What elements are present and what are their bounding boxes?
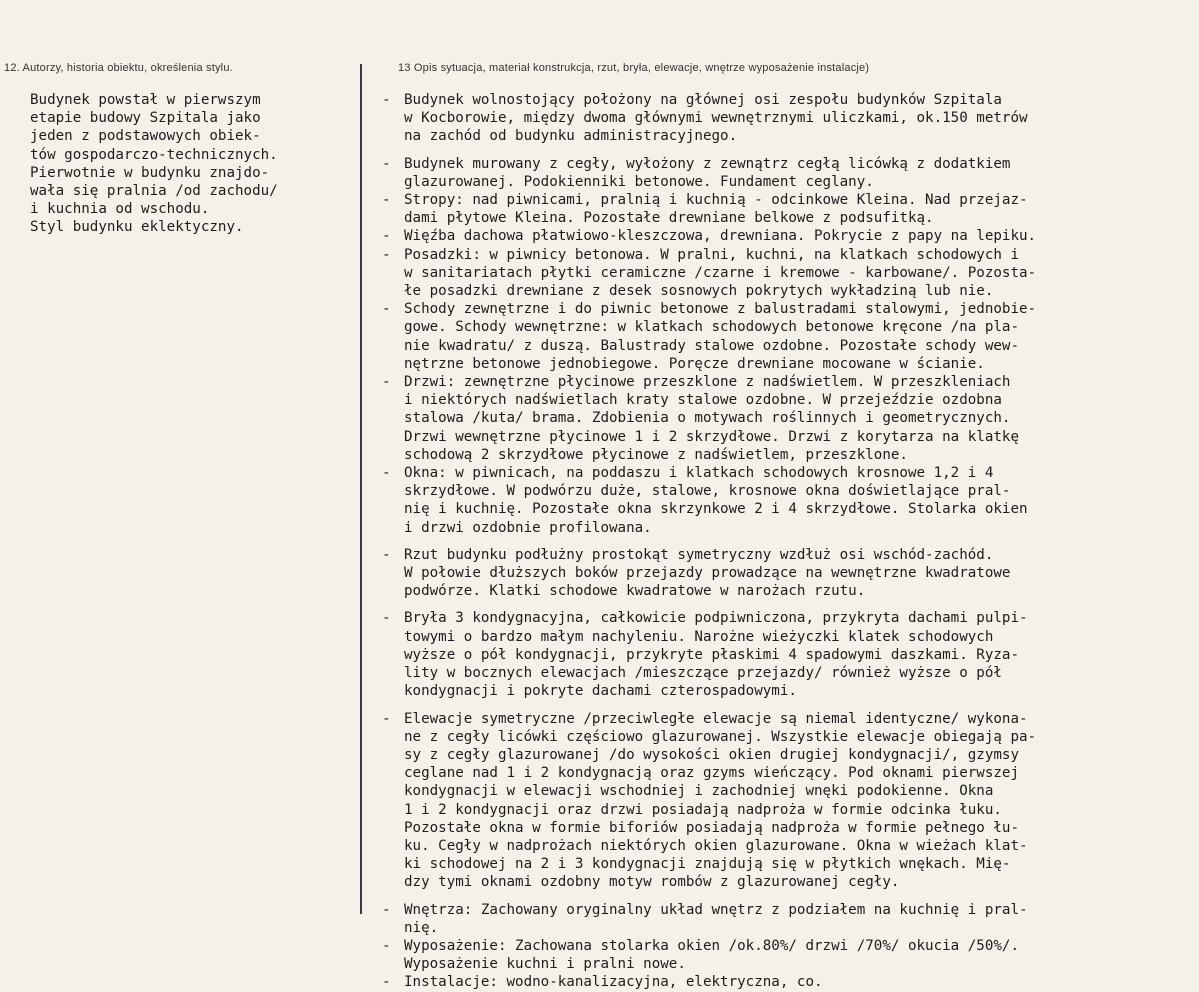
history-line: Styl budynku eklektyczny. bbox=[30, 219, 244, 236]
paragraph-line: nię. bbox=[404, 919, 439, 936]
paragraph-line: w Kocborowie, między dwoma głównymi wewnętrznymi uliczkami, ok.150 metrów bbox=[404, 110, 1028, 127]
paragraph-line: w sanitariatach płytki ceramiczne /czarne i kremowe - karbowane/. Pozosta- bbox=[404, 264, 1037, 281]
paragraph-line: Instalacje: wodno-kanalizacyjna, elektryczna, co. bbox=[404, 974, 823, 991]
paragraph-line: Drzwi: zewnętrzne płycinowe przeszklone z nadświetlem. W przeszkleniach bbox=[404, 374, 1011, 391]
bullet-dash: - bbox=[382, 92, 391, 108]
paragraph-line: wyższe o pół kondygnacji, przykryte płaskimi 4 spadowymi daszkami. Ryza- bbox=[404, 646, 1019, 663]
history-line: etapie budowy Szpitala jako bbox=[30, 110, 261, 127]
paragraph-line: Rzut budynku podłużny prostokąt symetryczny wzdłuż osi wschód-zachód. bbox=[404, 546, 994, 563]
description-paragraph bbox=[382, 937, 1172, 973]
paragraph-line: lity w bocznych elewacjach /mieszczące przejazdy/ również wyższe o pół bbox=[404, 665, 1002, 682]
paragraph-line: Okna: w piwnicach, na poddaszu i klatkach schodowych krosnowe 1,2 i 4 bbox=[404, 465, 994, 482]
bullet-dash: - bbox=[382, 228, 391, 245]
description-paragraph bbox=[382, 609, 1172, 700]
description-paragraph bbox=[382, 191, 1172, 227]
paragraph-line: nie kwadratu/ z duszą. Balustrady stalowe ozdobne. Pozostałe schody wew- bbox=[404, 337, 1019, 354]
history-line: tów gospodarczo-technicznych. bbox=[30, 146, 278, 163]
paragraph-line: skrzydłowe. W podwórzu duże, stalowe, krosnowe okna doświetlające pral- bbox=[404, 483, 1011, 500]
paragraph-line: schodową 2 skrzydłowe płycinowe z nadświetlem, przeszklone. bbox=[404, 446, 908, 463]
paragraph-line: Pozostałe okna w formie biforiów posiadają nadproża w formie pełnego łu- bbox=[404, 819, 1019, 836]
paragraph-line: Schody zewnętrzne i do piwnic betonowe z balustradami stalowymi, jednobie- bbox=[404, 301, 1037, 318]
description-paragraph bbox=[382, 546, 1172, 601]
bullet-dash: - bbox=[382, 301, 391, 318]
paragraph-line: Bryła 3 kondygnacyjna, całkowicie podpiwniczona, przykryta dachami pulpi- bbox=[404, 610, 1028, 627]
paragraph-line: sy z cegły glazurowanej /do wysokości okien drugiej kondygnacji/, gzymsy bbox=[404, 746, 1019, 763]
history-text bbox=[30, 91, 330, 237]
bullet-dash: - bbox=[382, 710, 391, 727]
history-line: i kuchnia od wschodu. bbox=[30, 201, 210, 218]
paragraph-line: gowe. Schody wewnętrzne: w klatkach schodowych betonowe kręcone /na pla- bbox=[404, 319, 1019, 336]
paragraph-line: Więźba dachowa płatwiowo-kleszczowa, drewniana. Pokrycie z papy na lepiku. bbox=[404, 228, 1037, 245]
description-paragraph bbox=[382, 373, 1172, 464]
description-paragraph bbox=[382, 710, 1172, 892]
paragraph-line: dami płytowe Kleina. Pozostałe drewniane belkowe z podsufitką. bbox=[404, 210, 934, 227]
paragraph-line: glazurowanej. Podokienniki betonowe. Fundament ceglany. bbox=[404, 173, 874, 190]
paragraph-line: Budynek murowany z cegły, wyłożony z zewnątrz cegłą licówką z dodatkiem bbox=[404, 155, 1011, 172]
bullet-dash: - bbox=[382, 246, 391, 263]
paragraph-line: Posadzki: w piwnicy betonowa. W pralni, kuchni, na klatkach schodowych i bbox=[404, 246, 1019, 263]
description-paragraph bbox=[382, 464, 1172, 537]
paragraph-line: łe posadzki drewniane z desek sosnowych pokrytych wykładziną lub nie. bbox=[404, 283, 994, 300]
bullet-dash: - bbox=[382, 901, 391, 918]
bullet-dash: - bbox=[382, 155, 391, 172]
paragraph-line: i niektórych nadświetlach kraty stalowe ozdobne. W przejeździe ozdobna bbox=[404, 392, 1002, 409]
bullet-dash: - bbox=[382, 546, 391, 563]
paragraph-line: ki schodowej na 2 i 3 kondygnacji znajdują się w płytkich wnękach. Mię- bbox=[404, 856, 1011, 873]
paragraph-line: Stropy: nad piwnicami, pralnią i kuchnią - odcinkowe Kleina. Nad przejaz- bbox=[404, 192, 1028, 209]
history-line: wała się pralnia /od zachodu/ bbox=[30, 183, 278, 200]
paragraph-line: ne z cegły licówki częściowo glazurowanej. Wszystkie elewacje obiegają pa- bbox=[404, 728, 1037, 745]
description-paragraph bbox=[382, 91, 1172, 146]
paragraph-line: na zachód od budynku administracyjnego. bbox=[404, 128, 738, 145]
paragraph-line: Wnętrza: Zachowany oryginalny układ wnętrz z podziałem na kuchnię i pral- bbox=[404, 901, 1028, 918]
paragraph-line: kondygnacji i pokryte dachami czterospadowymi. bbox=[404, 683, 797, 700]
paragraph-line: Budynek wolnostojący położony na głównej osi zespołu budynków Szpitala bbox=[404, 92, 1002, 108]
bullet-dash: - bbox=[382, 374, 391, 391]
bullet-dash: - bbox=[382, 610, 391, 627]
description-paragraph bbox=[382, 227, 1172, 245]
history-line: jeden z podstawowych obiek- bbox=[30, 128, 261, 145]
paragraph-line: Drzwi wewnętrzne płycinowe 1 i 2 skrzydłowe. Drzwi z korytarza na klatkę bbox=[404, 428, 1019, 445]
paragraph-line: i drzwi ozdobnie profilowana. bbox=[404, 519, 652, 536]
bullet-dash: - bbox=[382, 192, 391, 209]
paragraph-line: Wyposażenie kuchni i pralni nowe. bbox=[404, 956, 686, 973]
description-paragraph bbox=[382, 973, 1172, 991]
description-paragraph bbox=[382, 300, 1172, 373]
history-line: Pierwotnie w budynku znajdo- bbox=[30, 164, 270, 181]
paragraph-line: podwórze. Klatki schodowe kwadratowe w narożach rzutu. bbox=[404, 583, 866, 600]
paragraph-line: nętrzne betonowe jednobiegowe. Poręcze drewniane mocowane w ścianie. bbox=[404, 355, 985, 372]
description-paragraph bbox=[382, 155, 1172, 191]
description-paragraph bbox=[382, 246, 1172, 301]
paragraph-line: stalowa /kuta/ brama. Zdobienia o motywach roślinnych i geometrycznych. bbox=[404, 410, 1011, 427]
paragraph-line: 1 i 2 kondygnacji oraz drzwi posiadają nadproża w formie odcinka łuku. bbox=[404, 801, 1002, 818]
bullet-dash: - bbox=[382, 465, 391, 482]
paragraph-line: Elewacje symetryczne /przeciwległe elewacje są niemal identyczne/ wykona- bbox=[404, 710, 1028, 727]
paragraph-line: W połowie dłuższych boków przejazdy prowadzące na wewnętrzne kwadratowe bbox=[404, 565, 1011, 582]
right-column-header: 13 Opis sytuacja, materiał konstrukcja, rzut, bryła, elewacje, wnętrze wyposażenie instalacje) bbox=[398, 62, 870, 74]
paragraph-line: nię i kuchnię. Pozostałe okna skrzynkowe 2 i 4 skrzydłowe. Stolarka okien bbox=[404, 501, 1028, 518]
paragraph-line: Wyposażenie: Zachowana stolarka okien /ok.80%/ drzwi /70%/ okucia /50%/. bbox=[404, 937, 1019, 954]
description-text bbox=[382, 91, 1172, 992]
paragraph-line: dzy tymi oknami ozdobny motyw rombów z glazurowanej cegły. bbox=[404, 874, 900, 891]
paragraph-line: towymi o bardzo małym nachyleniu. Narożne wieżyczki klatek schodowych bbox=[404, 628, 994, 645]
bullet-dash: - bbox=[382, 937, 391, 954]
bullet-dash: - bbox=[382, 974, 391, 991]
left-column-header: 12. Autorzy, historia obiektu, określenia stylu. bbox=[4, 62, 233, 74]
column-divider bbox=[360, 64, 362, 914]
paragraph-line: kondygnacji w elewacji wschodniej i zachodniej wnęki podokienne. Okna bbox=[404, 783, 994, 800]
description-paragraph bbox=[382, 901, 1172, 937]
paragraph-line: ceglane nad 1 i 2 kondygnacją oraz gzyms wieńczący. Pod oknami pierwszej bbox=[404, 765, 1019, 782]
history-line: Budynek powstał w pierwszym bbox=[30, 92, 261, 108]
paragraph-line: ku. Cegły w nadprożach niektórych okien glazurowane. Okna w wieżach klat- bbox=[404, 837, 1028, 854]
